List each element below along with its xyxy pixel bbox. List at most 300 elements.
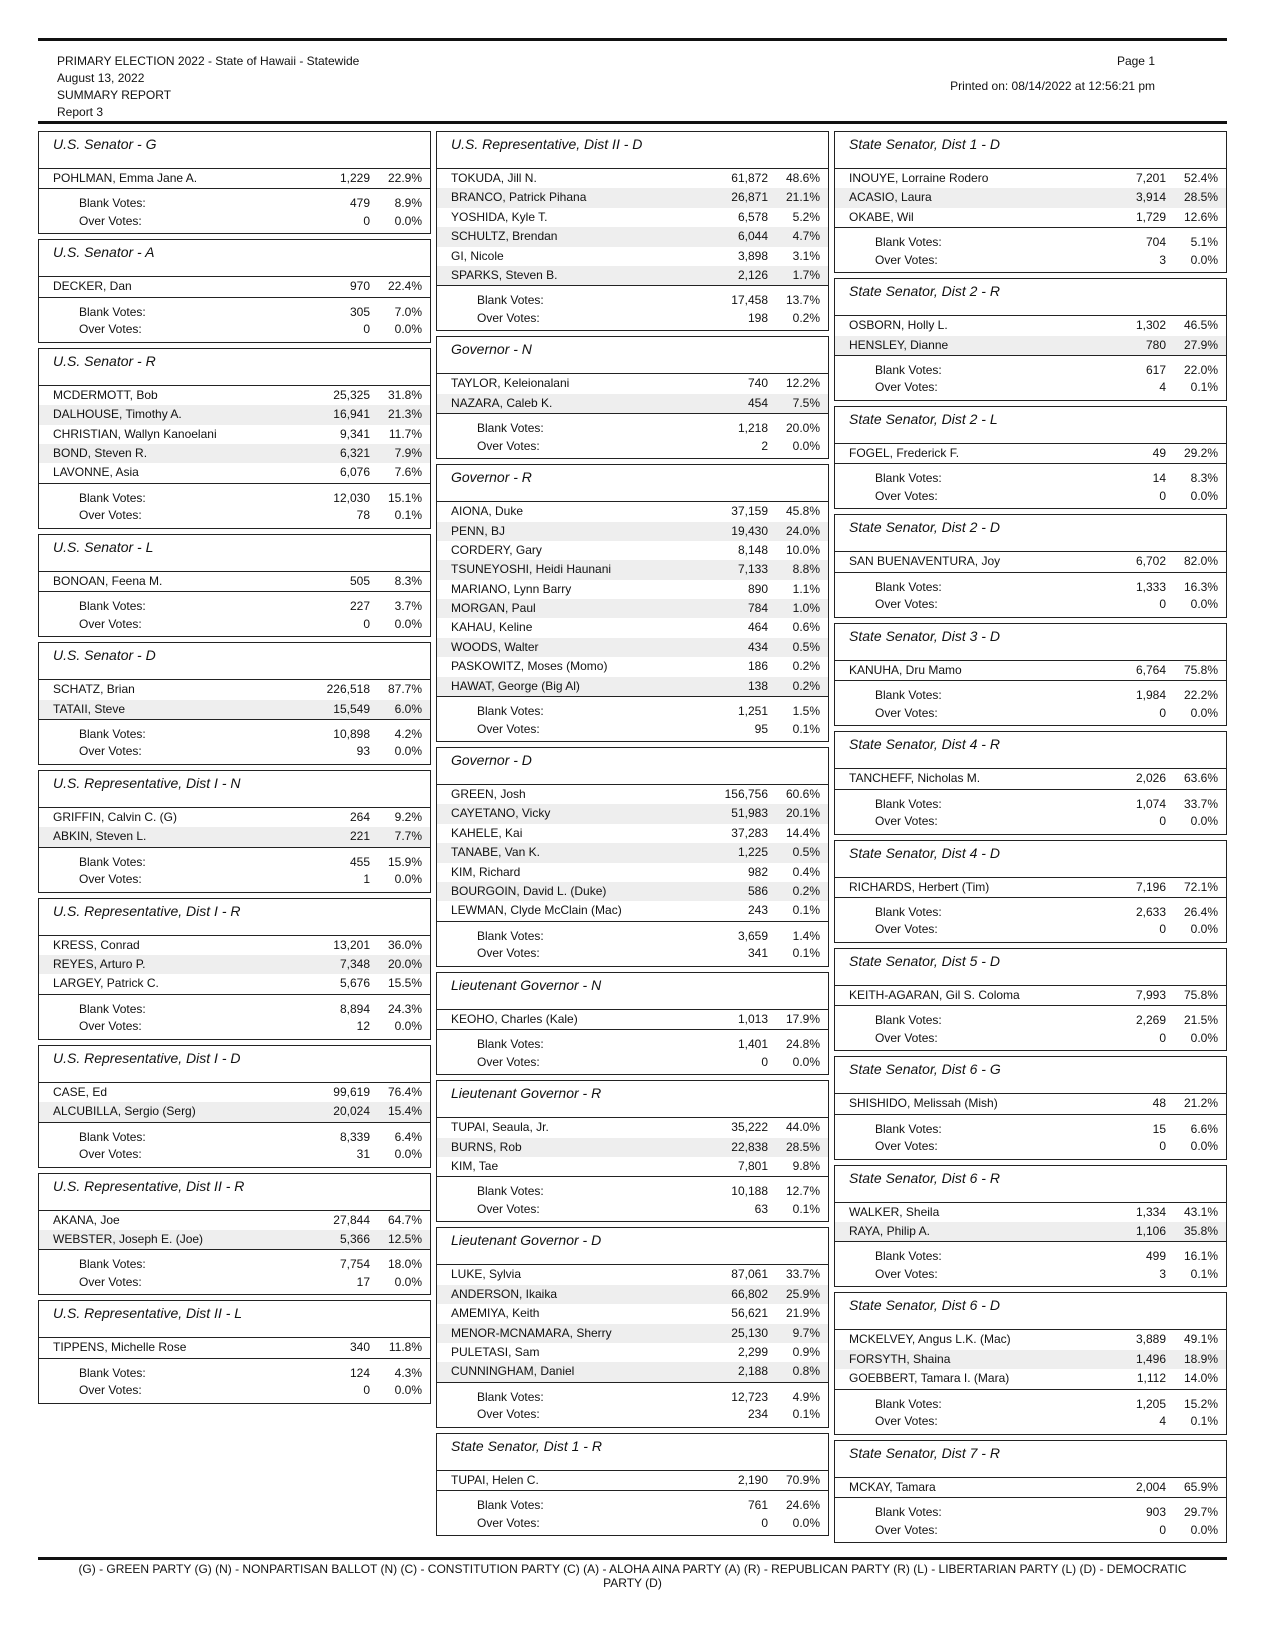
blank-votes-row-votes: 17,458 <box>731 293 768 308</box>
candidate-row-label: KEOHO, Charles (Kale) <box>451 1011 578 1026</box>
blank-votes-row-votes: 10,898 <box>333 726 370 741</box>
candidate-row-label: BRANCO, Patrick Pihana <box>451 190 587 205</box>
candidate-row <box>437 247 828 266</box>
candidate-list <box>39 808 430 847</box>
candidate-row-percent: 72.1% <box>1183 879 1218 894</box>
over-votes-row-votes: 93 <box>356 744 370 759</box>
candidate-row-votes: 8,148 <box>737 542 768 557</box>
blank-votes-row-label: Blank Votes: <box>875 1013 942 1028</box>
blank-votes-row <box>835 362 1226 380</box>
candidate-row-label: TSUNEYOSHI, Heidi Haunani <box>451 562 612 577</box>
candidate-row-label: ACASIO, Laura <box>849 190 932 205</box>
blank-votes-row-votes: 3,659 <box>737 928 768 943</box>
candidate-row-label: KANUHA, Dru Mamo <box>849 662 962 677</box>
blank-over-votes <box>835 1497 1226 1542</box>
candidate-row-percent: 29.2% <box>1183 445 1218 460</box>
candidate-row-percent: 75.8% <box>1183 987 1218 1002</box>
candidate-row-votes: 7,201 <box>1135 171 1166 185</box>
candidate-row <box>437 1138 828 1157</box>
blank-votes-row-votes: 305 <box>349 304 370 319</box>
over-votes-row <box>437 310 828 328</box>
blank-votes-row <box>39 726 430 744</box>
candidate-row-label: MCKELVEY, Angus L.K. (Mac) <box>849 1332 1011 1347</box>
candidate-row-percent: 0.2% <box>792 678 820 693</box>
candidate-row-label: GOEBBERT, Tamara I. (Mara) <box>849 1371 1010 1386</box>
candidate-row-label: TATAII, Steve <box>53 701 126 716</box>
candidate-row-label: KIM, Richard <box>451 864 521 879</box>
candidate-row-label: WEBSTER, Joseph E. (Joe) <box>53 1232 204 1247</box>
over-votes-row-votes: 12 <box>356 1019 370 1034</box>
blank-votes-row-percent: 26.4% <box>1183 904 1218 919</box>
candidate-row <box>437 208 828 227</box>
candidate-row-votes: 6,578 <box>737 209 768 224</box>
candidate-row <box>437 824 828 843</box>
blank-votes-row-percent: 8.9% <box>394 196 422 211</box>
candidate-row <box>39 700 430 719</box>
candidate-row-percent: 12.5% <box>387 1232 422 1247</box>
candidate-row-votes: 15,549 <box>333 701 370 716</box>
blank-over-votes <box>835 897 1226 942</box>
over-votes-row-percent: 0.0% <box>1190 252 1218 267</box>
report-header <box>57 53 359 121</box>
footer-rule <box>38 1557 1227 1560</box>
over-votes-row-votes: 341 <box>747 946 768 961</box>
over-votes-row-percent: 0.0% <box>394 213 422 228</box>
blank-votes-row <box>39 854 430 872</box>
blank-votes-row-votes: 8,894 <box>339 1001 370 1016</box>
blank-votes-row-label: Blank Votes: <box>875 904 942 919</box>
candidate-list <box>39 386 430 483</box>
candidate-row-votes: 26,871 <box>731 190 768 205</box>
race-title: Governor - N <box>437 337 828 374</box>
candidate-row-percent: 44.0% <box>785 1120 820 1135</box>
blank-over-votes <box>835 1389 1226 1434</box>
candidate-row-percent: 0.5% <box>792 845 820 860</box>
over-votes-row <box>39 1018 430 1036</box>
candidate-row-label: KRESS, Conrad <box>53 937 140 952</box>
candidate-row-percent: 87.7% <box>387 682 422 697</box>
blank-votes-row <box>835 687 1226 705</box>
blank-votes-row-label: Blank Votes: <box>477 1037 544 1052</box>
candidate-list <box>835 169 1226 227</box>
candidate-row-votes: 1,729 <box>1135 209 1166 224</box>
candidate-row-percent: 12.6% <box>1183 209 1218 224</box>
candidate-row-votes: 27,844 <box>333 1212 370 1227</box>
over-votes-row-percent: 0.0% <box>1190 1139 1218 1154</box>
candidate-row-votes: 7,196 <box>1135 879 1166 894</box>
candidate-row-votes: 3,889 <box>1135 1332 1166 1347</box>
over-votes-row-label: Over Votes: <box>875 252 938 267</box>
candidate-row-votes: 1,229 <box>339 171 370 185</box>
candidate-row <box>835 444 1226 463</box>
candidate-row-label: CHRISTIAN, Wallyn Kanoelani <box>53 426 217 441</box>
over-votes-row-percent: 0.0% <box>792 1515 820 1530</box>
candidate-row-percent: 36.0% <box>387 937 422 952</box>
over-votes-row-percent: 0.0% <box>1190 1030 1218 1045</box>
printed-timestamp: Printed on: 08/14/2022 at 12:56:21 pm <box>950 79 1155 93</box>
candidate-row-percent: 1.1% <box>792 581 820 596</box>
blank-votes-row-votes: 1,218 <box>737 421 768 436</box>
race-box <box>436 747 829 967</box>
over-votes-row-votes: 0 <box>1159 705 1166 720</box>
blank-votes-row-votes: 1,205 <box>1135 1396 1166 1411</box>
race-title: State Senator, Dist 5 - D <box>835 949 1226 986</box>
candidate-row-percent: 9.7% <box>792 1325 820 1340</box>
candidate-row-votes: 1,106 <box>1135 1224 1166 1239</box>
candidate-row-percent: 11.7% <box>388 426 422 441</box>
candidate-row-label: HENSLEY, Dianne <box>849 337 949 352</box>
candidate-row <box>39 169 430 188</box>
blank-votes-row-votes: 761 <box>747 1498 768 1513</box>
blank-over-votes <box>39 1249 430 1294</box>
candidate-row-percent: 7.5% <box>792 395 820 410</box>
over-votes-row-label: Over Votes: <box>875 1522 938 1537</box>
blank-over-votes <box>835 1114 1226 1159</box>
candidate-row <box>835 169 1226 188</box>
blank-votes-row-label: Blank Votes: <box>875 471 942 486</box>
candidate-row-label: TANCHEFF, Nicholas M. <box>849 771 981 786</box>
candidate-row-label: BOND, Steven R. <box>53 445 148 460</box>
candidate-row-percent: 21.1% <box>785 190 820 205</box>
over-votes-row <box>39 507 430 525</box>
blank-votes-row-percent: 16.1% <box>1183 1249 1218 1264</box>
over-votes-row-label: Over Votes: <box>79 1147 142 1162</box>
blank-votes-row-percent: 13.7% <box>785 293 820 308</box>
over-votes-row <box>39 1146 430 1164</box>
candidate-row-votes: 2,299 <box>737 1344 768 1359</box>
candidate-row <box>835 661 1226 680</box>
race-box <box>834 1440 1227 1543</box>
candidate-row <box>39 808 430 827</box>
blank-over-votes <box>39 994 430 1039</box>
blank-votes-row-percent: 20.0% <box>785 421 820 436</box>
race-title: State Senator, Dist 1 - R <box>437 1434 828 1471</box>
candidate-row-votes: 1,334 <box>1135 1204 1166 1219</box>
blank-votes-row-label: Blank Votes: <box>477 704 544 719</box>
candidate-row-percent: 7.6% <box>394 465 422 480</box>
candidate-row-votes: 186 <box>747 659 768 674</box>
candidate-row-percent: 6.0% <box>394 701 422 716</box>
race-box <box>834 623 1227 726</box>
candidate-row-percent: 7.7% <box>394 829 422 844</box>
candidate-row <box>437 1118 828 1137</box>
race-box <box>834 131 1227 273</box>
over-votes-row-votes: 0 <box>761 1515 768 1530</box>
blank-votes-row-label: Blank Votes: <box>875 579 942 594</box>
candidate-row-votes: 454 <box>747 395 768 410</box>
candidate-row-votes: 13,201 <box>333 937 370 952</box>
race-title: Lieutenant Governor - R <box>437 1081 828 1118</box>
candidate-list <box>835 986 1226 1005</box>
over-votes-row-percent: 0.0% <box>394 1019 422 1034</box>
blank-votes-row <box>437 1183 828 1201</box>
blank-over-votes <box>835 572 1226 617</box>
race-box <box>436 1080 829 1222</box>
candidate-list <box>39 277 430 296</box>
race-box <box>436 1227 829 1427</box>
blank-votes-row-label: Blank Votes: <box>477 421 544 436</box>
candidate-row-label: CUNNINGHAM, Daniel <box>451 1364 575 1379</box>
candidate-row-percent: 21.3% <box>387 407 422 422</box>
blank-over-votes <box>835 789 1226 834</box>
candidate-row-votes: 2,126 <box>737 267 768 282</box>
candidate-row-votes: 6,044 <box>737 229 768 244</box>
race-box <box>834 948 1227 1051</box>
blank-votes-row-percent: 5.1% <box>1190 235 1218 250</box>
blank-over-votes <box>39 847 430 892</box>
candidate-row-votes: 37,159 <box>731 504 768 519</box>
over-votes-row-label: Over Votes: <box>875 705 938 720</box>
blank-over-votes <box>39 483 430 528</box>
over-votes-row-percent: 0.1% <box>394 508 422 523</box>
candidate-row <box>437 560 828 579</box>
over-votes-row-votes: 0 <box>363 213 370 228</box>
race-box <box>38 239 431 342</box>
candidate-row <box>835 188 1226 207</box>
candidate-row-votes: 6,702 <box>1135 554 1166 569</box>
race-title: Governor - R <box>437 465 828 502</box>
blank-votes-row-votes: 704 <box>1145 235 1166 250</box>
blank-votes-row-percent: 12.7% <box>785 1184 820 1199</box>
candidate-list <box>39 680 430 719</box>
candidate-row-percent: 35.8% <box>1183 1224 1218 1239</box>
blank-votes-row-percent: 21.5% <box>1183 1013 1218 1028</box>
candidate-row-percent: 0.5% <box>792 639 820 654</box>
candidate-row-label: LEWMAN, Clyde McClain (Mac) <box>451 903 622 918</box>
race-box <box>834 514 1227 617</box>
blank-votes-row <box>39 598 430 616</box>
blank-votes-row-percent: 4.9% <box>792 1389 820 1404</box>
blank-votes-row-votes: 479 <box>349 196 370 211</box>
blank-votes-row-label: Blank Votes: <box>79 490 146 505</box>
over-votes-row-votes: 3 <box>1159 252 1166 267</box>
blank-votes-row-votes: 2,269 <box>1135 1013 1166 1028</box>
candidate-row-votes: 7,133 <box>737 562 768 577</box>
race-box <box>834 1292 1227 1434</box>
race-box <box>38 898 431 1040</box>
over-votes-row <box>835 379 1226 397</box>
over-votes-row <box>437 721 828 739</box>
blank-votes-row-label: Blank Votes: <box>79 599 146 614</box>
blank-votes-row-percent: 4.3% <box>394 1365 422 1380</box>
blank-votes-row-percent: 15.1% <box>387 490 422 505</box>
blank-votes-row-votes: 10,188 <box>731 1184 768 1199</box>
candidate-row-votes: 1,013 <box>737 1011 768 1026</box>
over-votes-row <box>835 488 1226 506</box>
blank-votes-row-label: Blank Votes: <box>79 854 146 869</box>
candidate-row-label: PULETASI, Sam <box>451 1344 540 1359</box>
over-votes-row <box>835 921 1226 939</box>
blank-votes-row-votes: 7,754 <box>339 1257 370 1272</box>
candidate-row-votes: 505 <box>349 573 370 588</box>
blank-votes-row-votes: 1,401 <box>737 1037 768 1052</box>
candidate-row-label: KAHELE, Kai <box>451 825 523 840</box>
blank-votes-row <box>835 1248 1226 1266</box>
over-votes-row <box>39 321 430 339</box>
blank-over-votes <box>39 1122 430 1167</box>
blank-votes-row-votes: 903 <box>1145 1505 1166 1520</box>
candidate-row-votes: 37,283 <box>731 825 768 840</box>
candidate-row <box>437 1304 828 1323</box>
candidate-row-percent: 10.0% <box>785 542 820 557</box>
over-votes-row <box>39 213 430 231</box>
candidate-row-percent: 46.5% <box>1183 318 1218 333</box>
candidate-list <box>437 169 828 285</box>
blank-votes-row-percent: 7.0% <box>394 304 422 319</box>
blank-votes-row-votes: 499 <box>1145 1249 1166 1264</box>
blank-over-votes <box>437 696 828 741</box>
over-votes-row-votes: 0 <box>1159 1522 1166 1537</box>
blank-votes-row-percent: 22.2% <box>1183 688 1218 703</box>
race-title: State Senator, Dist 6 - D <box>835 1293 1226 1330</box>
over-votes-row-percent: 0.0% <box>1190 814 1218 829</box>
candidate-row-votes: 20,024 <box>333 1104 370 1119</box>
blank-votes-row-label: Blank Votes: <box>875 235 942 250</box>
candidate-row <box>835 552 1226 571</box>
blank-votes-row-votes: 12,030 <box>333 490 370 505</box>
candidate-row <box>39 444 430 463</box>
party-legend: (G) - GREEN PARTY (G) (N) - NONPARTISAN BALLOT (N) (C) - CONSTITUTION PARTY (C) (A) - ALOHA AINA PARTY (A) (R) - REPUBLICAN PARTY (R) (L) - LIBERTARIAN PARTY (L) (D) - DEMOCRATIC PARTY (D) <box>78 1562 1187 1590</box>
blank-over-votes <box>437 921 828 966</box>
candidate-row-percent: 9.2% <box>394 809 422 824</box>
over-votes-row-percent: 0.2% <box>792 310 820 325</box>
race-title: U.S. Senator - L <box>39 535 430 572</box>
race-title: State Senator, Dist 1 - D <box>835 132 1226 169</box>
blank-votes-row-votes: 1,984 <box>1135 688 1166 703</box>
candidate-row-percent: 22.9% <box>387 171 422 185</box>
blank-votes-row-percent: 4.2% <box>394 726 422 741</box>
blank-votes-row <box>835 470 1226 488</box>
candidate-list <box>39 169 430 188</box>
candidate-row-label: GI, Nicole <box>451 248 504 263</box>
candidate-row <box>437 522 828 541</box>
blank-votes-row <box>835 1396 1226 1414</box>
candidate-row-label: DECKER, Dan <box>53 279 132 294</box>
blank-over-votes <box>39 719 430 764</box>
blank-votes-row <box>835 1504 1226 1522</box>
over-votes-row <box>39 1382 430 1400</box>
over-votes-row-label: Over Votes: <box>477 1515 540 1530</box>
election-date: August 13, 2022 <box>57 71 145 85</box>
over-votes-row-votes: 0 <box>1159 1139 1166 1154</box>
candidate-row-votes: 586 <box>747 883 768 898</box>
candidate-row-label: MARIANO, Lynn Barry <box>451 581 572 596</box>
candidate-row-percent: 45.8% <box>785 504 820 519</box>
race-title: State Senator, Dist 4 - R <box>835 732 1226 769</box>
candidate-row <box>437 599 828 618</box>
over-votes-row-votes: 0 <box>1159 597 1166 612</box>
over-votes-row-percent: 0.0% <box>394 322 422 337</box>
candidate-row-label: CAYETANO, Vicky <box>451 806 551 821</box>
candidate-row-percent: 15.5% <box>387 976 422 991</box>
blank-votes-row <box>39 195 430 213</box>
candidate-row-percent: 21.2% <box>1183 1096 1218 1111</box>
over-votes-row-percent: 0.0% <box>1190 922 1218 937</box>
candidate-row-label: TUPAI, Helen C. <box>451 1472 539 1487</box>
blank-votes-row <box>39 1129 430 1147</box>
blank-votes-row-label: Blank Votes: <box>875 688 942 703</box>
report-type: SUMMARY REPORT <box>57 88 172 102</box>
blank-over-votes <box>437 413 828 458</box>
candidate-row-votes: 6,764 <box>1135 662 1166 677</box>
over-votes-row-label: Over Votes: <box>79 872 142 887</box>
blank-votes-row-percent: 24.6% <box>785 1498 820 1513</box>
candidate-row-label: HAWAT, George (Big Al) <box>451 678 580 693</box>
over-votes-row-percent: 0.0% <box>1190 705 1218 720</box>
candidate-list <box>437 374 828 413</box>
candidate-row-percent: 33.7% <box>785 1267 820 1282</box>
candidate-row <box>437 1343 828 1362</box>
results-column-1 <box>38 131 431 1409</box>
candidate-row-votes: 1,225 <box>737 845 768 860</box>
candidate-row-label: DALHOUSE, Timothy A. <box>53 407 182 422</box>
over-votes-row-percent: 0.0% <box>394 616 422 631</box>
over-votes-row-percent: 0.1% <box>1190 1266 1218 1281</box>
over-votes-row <box>835 1413 1226 1431</box>
over-votes-row-label: Over Votes: <box>875 488 938 503</box>
candidate-row-label: GRIFFIN, Calvin C. (G) <box>53 809 178 824</box>
candidate-row-label: INOUYE, Lorraine Rodero <box>849 171 989 185</box>
candidate-row-label: AKANA, Joe <box>53 1212 120 1227</box>
blank-votes-row-percent: 6.4% <box>394 1129 422 1144</box>
candidate-list <box>437 1265 828 1381</box>
blank-votes-row-percent: 33.7% <box>1183 796 1218 811</box>
over-votes-row <box>39 616 430 634</box>
blank-votes-row-label: Blank Votes: <box>875 796 942 811</box>
over-votes-row-label: Over Votes: <box>477 1054 540 1069</box>
report-number: Report 3 <box>57 105 104 119</box>
blank-votes-row-label: Blank Votes: <box>79 726 146 741</box>
blank-votes-row <box>39 1001 430 1019</box>
candidate-row-votes: 780 <box>1145 337 1166 352</box>
candidate-row-percent: 8.8% <box>792 562 820 577</box>
blank-votes-row-votes: 617 <box>1145 362 1166 377</box>
candidate-row <box>835 878 1226 897</box>
blank-votes-row-votes: 1,074 <box>1135 796 1166 811</box>
over-votes-row-votes: 0 <box>1159 488 1166 503</box>
race-box <box>38 534 431 637</box>
candidate-row-label: BONOAN, Feena M. <box>53 573 163 588</box>
candidate-row-percent: 0.6% <box>792 620 820 635</box>
blank-votes-row-percent: 24.8% <box>785 1037 820 1052</box>
candidate-row-label: TOKUDA, Jill N. <box>451 171 537 185</box>
race-box <box>436 336 829 459</box>
candidate-row-votes: 982 <box>747 864 768 879</box>
blank-over-votes <box>39 188 430 233</box>
race-title: U.S. Senator - R <box>39 349 430 386</box>
candidate-row <box>437 843 828 862</box>
over-votes-row <box>835 596 1226 614</box>
blank-over-votes <box>437 285 828 330</box>
candidate-row-votes: 3,898 <box>737 248 768 263</box>
page-number: Page 1 <box>1116 54 1155 68</box>
candidate-row <box>835 1203 1226 1222</box>
blank-over-votes <box>835 355 1226 400</box>
candidate-row <box>437 882 828 901</box>
candidate-row-label: SAN BUENAVENTURA, Joy <box>849 554 1001 569</box>
candidate-row <box>835 316 1226 335</box>
over-votes-row-votes: 0 <box>1159 1030 1166 1045</box>
candidate-row-votes: 890 <box>747 581 768 596</box>
over-votes-row-label: Over Votes: <box>79 1383 142 1398</box>
candidate-row-votes: 25,130 <box>731 1325 768 1340</box>
over-votes-row-percent: 0.1% <box>792 946 820 961</box>
blank-votes-row-percent: 3.7% <box>394 599 422 614</box>
candidate-row-votes: 3,914 <box>1135 190 1166 205</box>
candidate-list <box>835 1330 1226 1388</box>
blank-votes-row-label: Blank Votes: <box>477 1184 544 1199</box>
candidate-row-percent: 64.7% <box>387 1212 422 1227</box>
